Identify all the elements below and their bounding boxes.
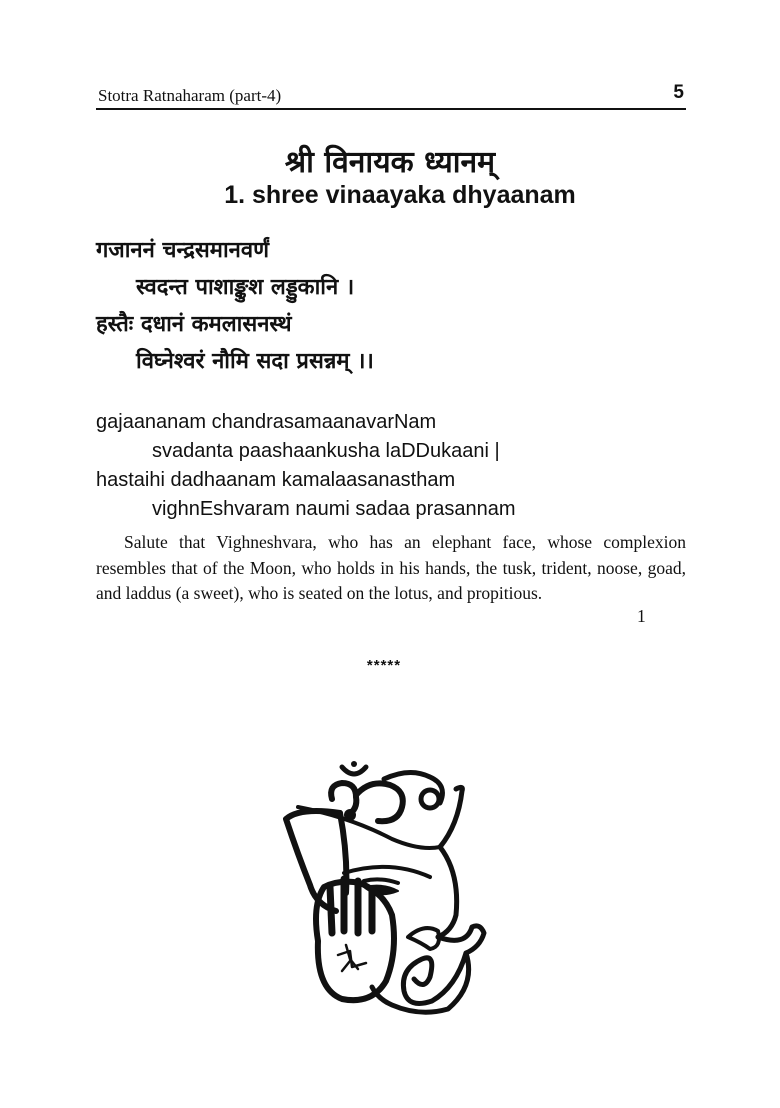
book-title: Stotra Ratnaharam (part-4) (98, 86, 282, 105)
transliteration-line: hastaihi dadhaanam kamalaasanastham (96, 469, 456, 491)
transliteration-line: gajaananam chandrasamaanavarNam (96, 411, 437, 433)
page-number: 5 (673, 82, 684, 103)
verse-line: विघ्नेश्वरं नौमि सदा प्रसन्नम् ।। (136, 349, 374, 374)
ganesha-om-line-art-icon (280, 755, 500, 1015)
verse-number: 1 (637, 606, 646, 626)
verse-line: गजाननं चन्द्रसमानवर्णं (96, 238, 270, 263)
section-title-roman: 1. shree vinaayaka dhyaanam (224, 181, 576, 209)
translation-paragraph: Salute that Vighneshvara, who has an elephant face, whose complexion resembles that of the Moon, who holds in his hands, the tusk, trident, noose, goad, and laddus (a sweet), who is seated on the lotus, and propitious. (96, 532, 686, 603)
section-title-devanagari: श्री विनायक ध्यानम् (284, 145, 496, 180)
transliteration-line: vighnEshvaram naumi sadaa prasannam (152, 498, 516, 520)
verse-devanagari (96, 232, 696, 380)
verse-transliteration (96, 408, 696, 524)
section-separator: ***** (366, 657, 402, 674)
transliteration-line: svadanta paashaankusha laDDukaani | (152, 440, 500, 462)
running-header (96, 80, 686, 110)
verse-line: हस्तैः दधानं कमलासनस्थं (96, 312, 292, 337)
verse-line: स्वदन्त पाशाङ्कुश लड्डुकानि । (136, 275, 355, 300)
